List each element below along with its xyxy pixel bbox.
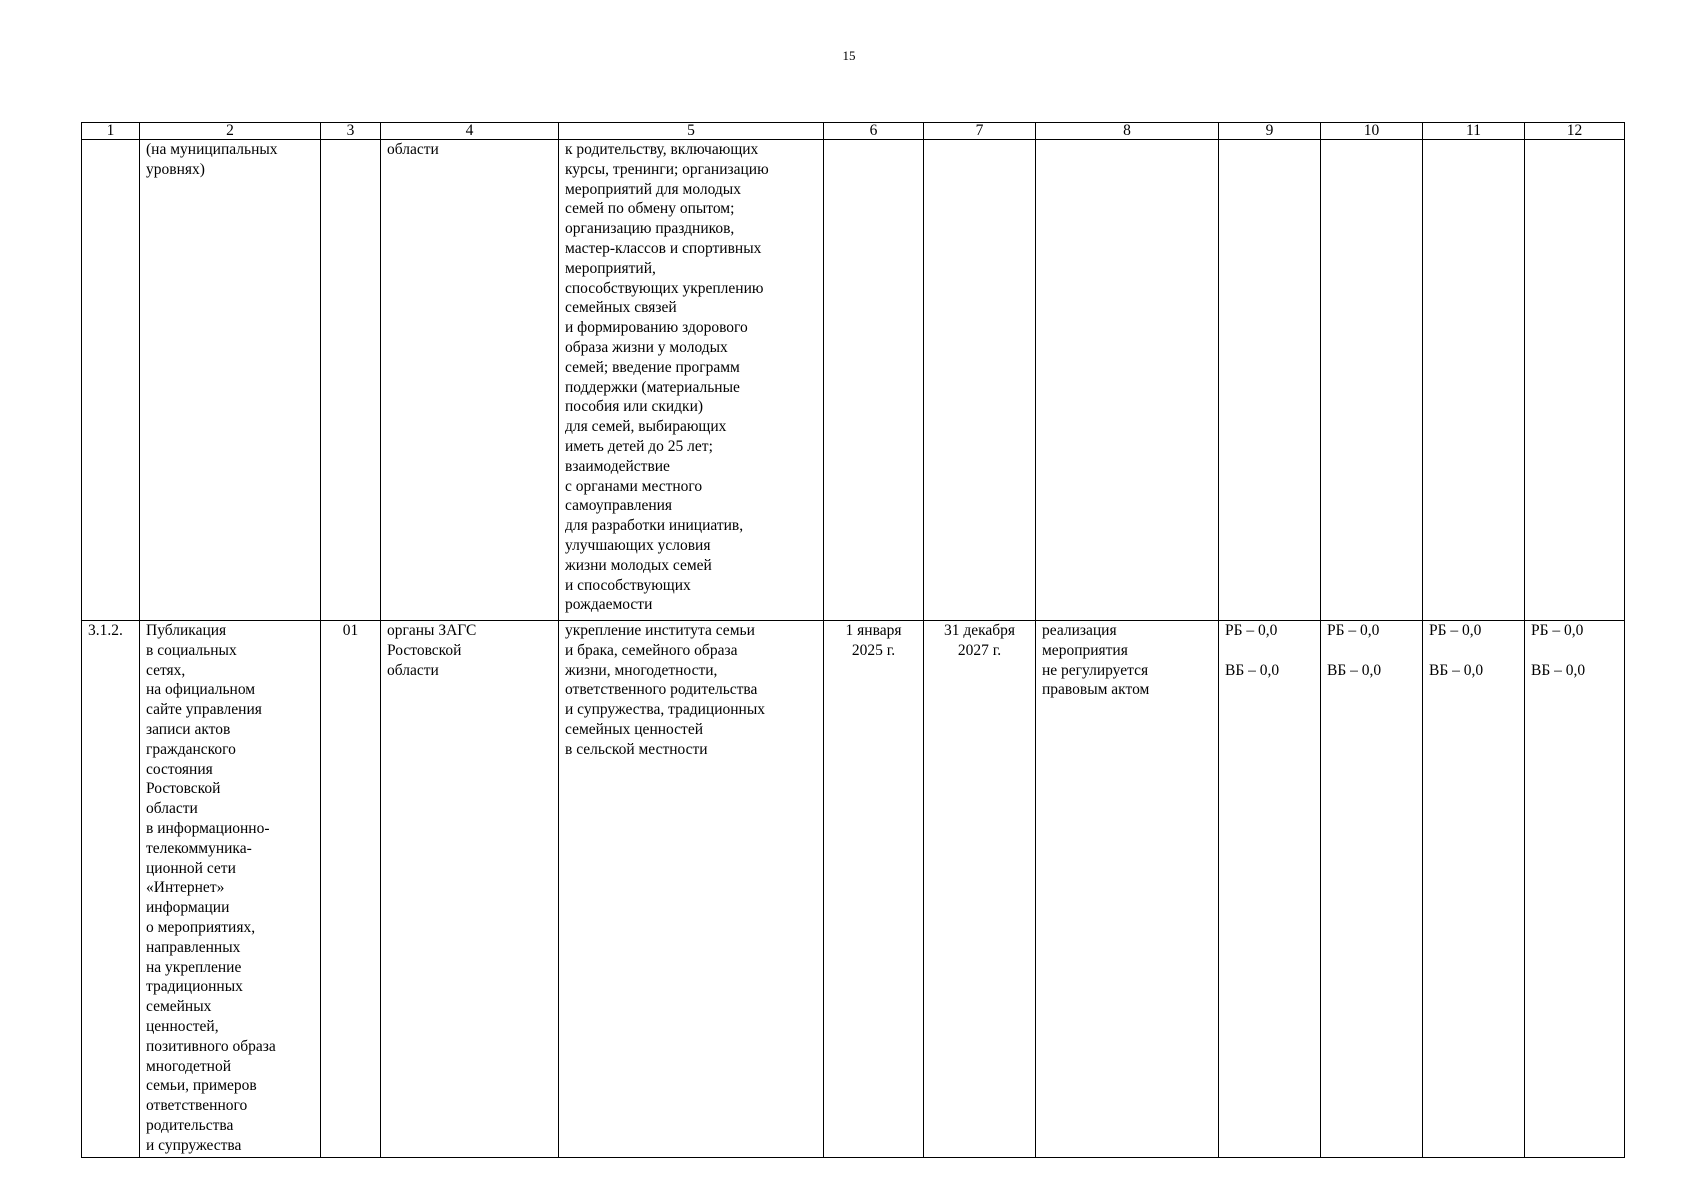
text-line: для разработки инициатив, (565, 517, 744, 535)
text-line: реализация (1042, 622, 1117, 639)
text-line: с органами местного (565, 477, 703, 495)
text-line: курсы, тренинги; организацию (565, 160, 769, 178)
header-col-4: 4 (381, 123, 559, 140)
text-line: жизни молодых семей (565, 556, 712, 574)
text-line: мероприятий, (565, 259, 656, 277)
text-line: 1 января (845, 622, 902, 639)
text-line: иметь детей до 25 лет; (565, 437, 713, 455)
text-line: гражданского (146, 740, 236, 758)
text-line: семейных (146, 998, 212, 1016)
text-line: телекоммуника- (146, 839, 252, 857)
cell-code: 01 (321, 621, 381, 1158)
text-line: Публикация (146, 622, 227, 639)
text-line: пособия или скидки) (565, 398, 704, 416)
text-line: и брака, семейного образа (565, 641, 738, 659)
text-line: ционной сети (146, 859, 236, 877)
text-line: (на муниципальных (146, 141, 278, 158)
cell-budget-12 (1525, 621, 1625, 1158)
cell-number: 3.1.2. (82, 621, 140, 1158)
activities-table (81, 122, 1625, 1158)
text-line: правовым актом (1042, 681, 1150, 699)
text-line: самоуправления (565, 497, 673, 515)
text-line: и формированию здорового (565, 319, 748, 337)
text-line: родительства (146, 1116, 234, 1134)
text-line: ответственного (146, 1097, 248, 1115)
text-line: рождаемости (565, 596, 653, 614)
cell-empty (824, 140, 924, 621)
text-line: жизни, многодетности, (565, 661, 718, 679)
text-line: на официальном (146, 681, 256, 699)
cell-budget-10 (1321, 621, 1423, 1158)
budget-value: ВБ – 0,0 (1225, 661, 1280, 679)
text-line: семейных связей (565, 299, 677, 317)
text-line: для семей, выбирающих (565, 418, 727, 436)
text-line: в социальных (146, 641, 237, 659)
text-line: области (387, 141, 439, 158)
text-line: о мероприятиях, (146, 918, 256, 936)
header-col-9: 9 (1219, 123, 1321, 140)
text-line: в информационно- (146, 819, 270, 837)
cell-empty (82, 140, 140, 621)
text-line: области (387, 661, 439, 679)
cell-name-continued (140, 140, 321, 621)
text-line: и супружества, традиционных (565, 701, 766, 719)
cell-expected-result (559, 621, 824, 1158)
cell-empty (321, 140, 381, 621)
cell-executor-continued (381, 140, 559, 621)
text-line: мастер-классов и спортивных (565, 239, 762, 257)
header-col-6: 6 (824, 123, 924, 140)
text-line: информации (146, 899, 230, 917)
text-line: традиционных (146, 978, 243, 996)
header-col-2: 2 (140, 123, 321, 140)
text-line: и супружества (146, 1136, 242, 1154)
budget-value: РБ – 0,0 (1225, 622, 1278, 639)
cell-executor (381, 621, 559, 1158)
budget-value: ВБ – 0,0 (1429, 661, 1484, 679)
text-line: направленных (146, 938, 241, 956)
cell-empty (1219, 140, 1321, 621)
text-line: улучшающих условия (565, 536, 711, 554)
text-line: уровнях) (146, 160, 205, 178)
text-line: «Интернет» (146, 879, 225, 897)
budget-value: РБ – 0,0 (1327, 622, 1380, 639)
text-line: организацию праздников, (565, 220, 735, 238)
text-line: многодетной (146, 1057, 232, 1075)
budget-value: РБ – 0,0 (1429, 622, 1482, 639)
text-line: сетях, (146, 661, 186, 679)
header-col-8: 8 (1036, 123, 1219, 140)
text-line: способствующих укреплению (565, 279, 764, 297)
page-number: 15 (842, 48, 856, 63)
header-col-1: 1 (82, 123, 140, 140)
text-line: сайте управления (146, 701, 262, 719)
text-line: 31 декабря (943, 622, 1016, 639)
text-line: 2025 г. (851, 641, 896, 659)
text-line: Ростовской (146, 780, 221, 798)
cell-empty (1036, 140, 1219, 621)
header-col-11: 11 (1423, 123, 1525, 140)
text-line: в сельской местности (565, 740, 708, 758)
text-line: позитивного образа (146, 1037, 276, 1055)
header-row (82, 123, 1625, 140)
header-col-5: 5 (559, 123, 824, 140)
header-col-12: 12 (1525, 123, 1625, 140)
text-line: состояния (146, 760, 213, 778)
cell-empty (1321, 140, 1423, 621)
text-line: поддержки (материальные (565, 378, 740, 396)
cell-budget-9 (1219, 621, 1321, 1158)
text-line: органы ЗАГС (387, 622, 477, 639)
text-line: образа жизни у молодых (565, 338, 728, 356)
text-line: 2027 г. (957, 641, 1002, 659)
text-line: ответственного родительства (565, 681, 758, 699)
text-line: укрепление института семьи (565, 622, 755, 639)
text-line: мероприятия (1042, 641, 1128, 659)
text-line: к родительству, включающих (565, 141, 759, 158)
table-row-continuation (82, 140, 1625, 621)
budget-value: РБ – 0,0 (1531, 622, 1584, 639)
cell-end-date (924, 621, 1036, 1158)
text-line: и способствующих (565, 576, 691, 594)
header-col-3: 3 (321, 123, 381, 140)
table-row-3-1-2 (82, 621, 1625, 1158)
cell-regulation (1036, 621, 1219, 1158)
text-line: семьи, примеров (146, 1077, 257, 1095)
header-col-10: 10 (1321, 123, 1423, 140)
cell-budget-11 (1423, 621, 1525, 1158)
budget-value: ВБ – 0,0 (1531, 661, 1586, 679)
cell-empty (924, 140, 1036, 621)
cell-result-continued (559, 140, 824, 621)
cell-start-date (824, 621, 924, 1158)
cell-empty (1423, 140, 1525, 621)
cell-activity-name (140, 621, 321, 1158)
text-line: Ростовской (387, 641, 462, 659)
cell-empty (1525, 140, 1625, 621)
text-line: на укрепление (146, 958, 242, 976)
text-line: взаимодействие (565, 457, 670, 475)
text-line: семей по обмену опытом; (565, 200, 735, 218)
text-line: семейных ценностей (565, 720, 703, 738)
header-col-7: 7 (924, 123, 1036, 140)
text-line: семей; введение программ (565, 358, 740, 376)
budget-value: ВБ – 0,0 (1327, 661, 1382, 679)
text-line: не регулируется (1042, 661, 1149, 679)
text-line: области (146, 800, 198, 818)
text-line: мероприятий для молодых (565, 180, 741, 198)
text-line: ценностей, (146, 1017, 219, 1035)
text-line: записи актов (146, 720, 231, 738)
